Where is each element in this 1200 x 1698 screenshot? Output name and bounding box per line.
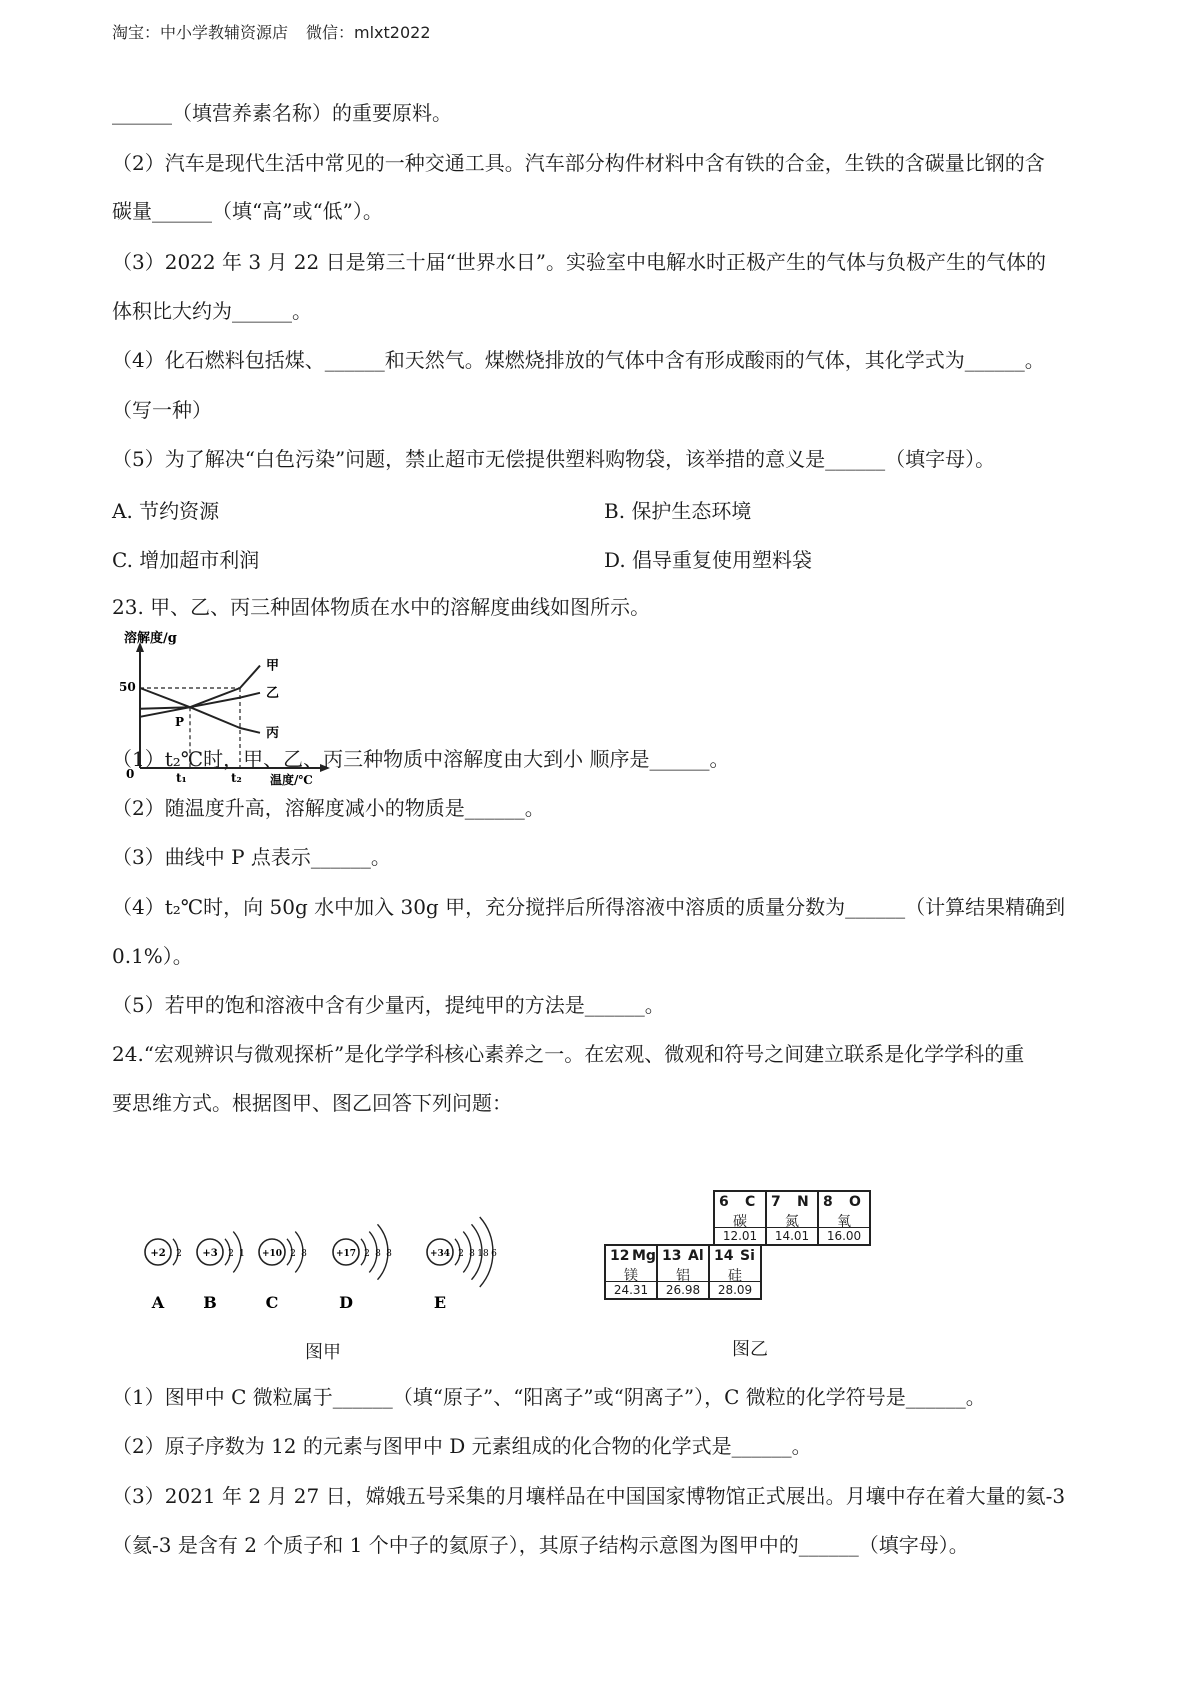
q22-line-1: ______（填营养素名称）的重要原料。 <box>112 101 452 125</box>
option-c: C. 增加超市利润 <box>112 548 260 572</box>
series-label-0: 甲 <box>266 658 280 674</box>
option-b: B. 保护生态环境 <box>604 499 752 523</box>
nucleus-charge-b: +3 <box>202 1248 218 1259</box>
q22-line-8: （5）为了解决“白色污染”问题，禁止超市无偿提供塑料购物袋，该举措的意义是______（填字母）。 <box>112 447 996 471</box>
electron-count-a-0: 2 <box>176 1249 182 1259</box>
q24-line-1: 24.“宏观辨识与微观探析”是化学学科核心素养之一。在宏观、微观和符号之间建立联系是化学学科的重 <box>112 1042 1025 1066</box>
electron-count-e-1: 8 <box>469 1249 475 1259</box>
electron-count-d-0: 2 <box>364 1249 370 1259</box>
wechat-id: 微信：mlxt2022 <box>306 23 431 42</box>
element-cell-c: 6 C 碳 12.01 <box>713 1190 767 1246</box>
origin-label: 0 <box>126 767 135 781</box>
q23-line-1: （1）t₂℃时，甲、乙、丙三种物质中溶解度由大到小 顺序是______。 <box>112 747 730 771</box>
atoms-group <box>145 1217 497 1312</box>
x-tick-t2: t₂ <box>231 771 242 785</box>
x-axis-label: 温度/℃ <box>270 773 313 787</box>
option-d: D. 倡导重复使用塑料袋 <box>604 548 813 572</box>
x-tick-t1: t₁ <box>176 771 187 785</box>
q23-line-3: （3）曲线中 P 点表示______。 <box>112 845 391 869</box>
atom-label-c: C <box>265 1293 279 1312</box>
q23-line-5: 0.1%）。 <box>112 944 193 968</box>
atom-label-e: E <box>433 1293 447 1312</box>
series-line-2 <box>140 688 260 733</box>
page-header <box>112 20 431 43</box>
q24-question-3b: （氦-3 是含有 2 个质子和 1 个中子的氦原子），其原子结构示意图为图甲中的______（填字母）。 <box>112 1533 969 1557</box>
q22-line-3: 碳量______（填“高”或“低”）。 <box>112 199 383 223</box>
element-cell-al: 13 Al 铝 26.98 <box>656 1244 710 1300</box>
q24-question-2: （2）原子序数为 12 的元素与图甲中 D 元素组成的化合物的化学式是______。 <box>112 1434 812 1458</box>
electron-count-b-0: 2 <box>228 1249 234 1259</box>
q23-stem: 23. 甲、乙、丙三种固体物质在水中的溶解度曲线如图所示。 <box>112 595 651 619</box>
q23-line-6: （5）若甲的饱和溶液中含有少量丙，提纯甲的方法是______。 <box>112 993 665 1017</box>
atom-label-d: D <box>339 1293 353 1312</box>
figure-jia-caption: 图甲 <box>305 1342 341 1363</box>
atom-label-a: A <box>151 1293 165 1312</box>
element-cell-n: 7 N 氮 14.01 <box>765 1190 819 1246</box>
q24-question-3a: （3）2021 年 2 月 27 日，嫦娥五号采集的月壤样品在中国国家博物馆正式展出。月壤中存在着大量的氦-3 <box>112 1484 1066 1508</box>
nucleus-charge-e: +34 <box>429 1249 451 1259</box>
series-label-1: 乙 <box>266 685 280 701</box>
q24-question-1: （1）图甲中 C 微粒属于______（填“原子”、“阳离子”或“阴离子”），C 微粒的化学符号是______。 <box>112 1385 986 1409</box>
electron-count-d-1: 8 <box>375 1249 381 1259</box>
electron-count-c-1: 8 <box>301 1249 307 1259</box>
q22-line-4: （3）2022 年 3 月 22 日是第三十届“世界水日”。实验室中电解水时正极产生的气体与负极产生的气体的 <box>112 250 1047 274</box>
electron-count-e-2: 18 <box>477 1249 489 1259</box>
q23-line-2: （2）随温度升高，溶解度减小的物质是______。 <box>112 796 545 820</box>
y-axis-label: 溶解度/g <box>124 631 177 646</box>
nucleus-charge-c: +10 <box>261 1249 283 1259</box>
electron-count-c-0: 2 <box>290 1249 296 1259</box>
shop-name: 淘宝：中小学教辅资源店 <box>112 23 289 42</box>
option-a: A. 节约资源 <box>112 499 220 523</box>
q23-line-4: （4）t₂℃时，向 50g 水中加入 30g 甲，充分搅拌后所得溶液中溶质的质量分数为______（计算结果精确到 <box>112 895 1066 919</box>
element-cell-mg: 12 Mg 镁 24.31 <box>604 1244 658 1300</box>
electron-count-e-3: 6 <box>491 1249 497 1259</box>
electron-count-b-1: 1 <box>239 1249 245 1259</box>
figure-jia-atoms <box>140 1212 580 1312</box>
q24-line-2: 要思维方式。根据图甲、图乙回答下列问题： <box>112 1091 512 1115</box>
figure-yi-caption: 图乙 <box>732 1339 768 1360</box>
electron-count-d-2: 8 <box>386 1249 392 1259</box>
element-cell-si: 14 Si 硅 28.09 <box>708 1244 762 1300</box>
element-cell-o: 8 O 氧 16.00 <box>817 1190 871 1246</box>
nucleus-charge-d: +17 <box>335 1249 357 1259</box>
q22-line-5: 体积比大约为______。 <box>112 299 312 323</box>
y-tick-50: 50 <box>119 680 136 694</box>
q22-line-7: （写一种） <box>112 398 212 422</box>
point-p-label: P <box>175 715 185 729</box>
electron-count-e-0: 2 <box>458 1249 464 1259</box>
nucleus-charge-a: +2 <box>150 1248 166 1259</box>
series-label-2: 丙 <box>266 725 280 741</box>
atom-label-b: B <box>203 1293 217 1312</box>
q22-line-2: （2）汽车是现代生活中常见的一种交通工具。汽车部分构件材料中含有铁的合金，生铁的含碳量比钢的含 <box>112 151 1045 175</box>
q22-line-6: （4）化石燃料包括煤、______和天然气。煤燃烧排放的气体中含有形成酸雨的气体，其化学式为______。 <box>112 348 1045 372</box>
